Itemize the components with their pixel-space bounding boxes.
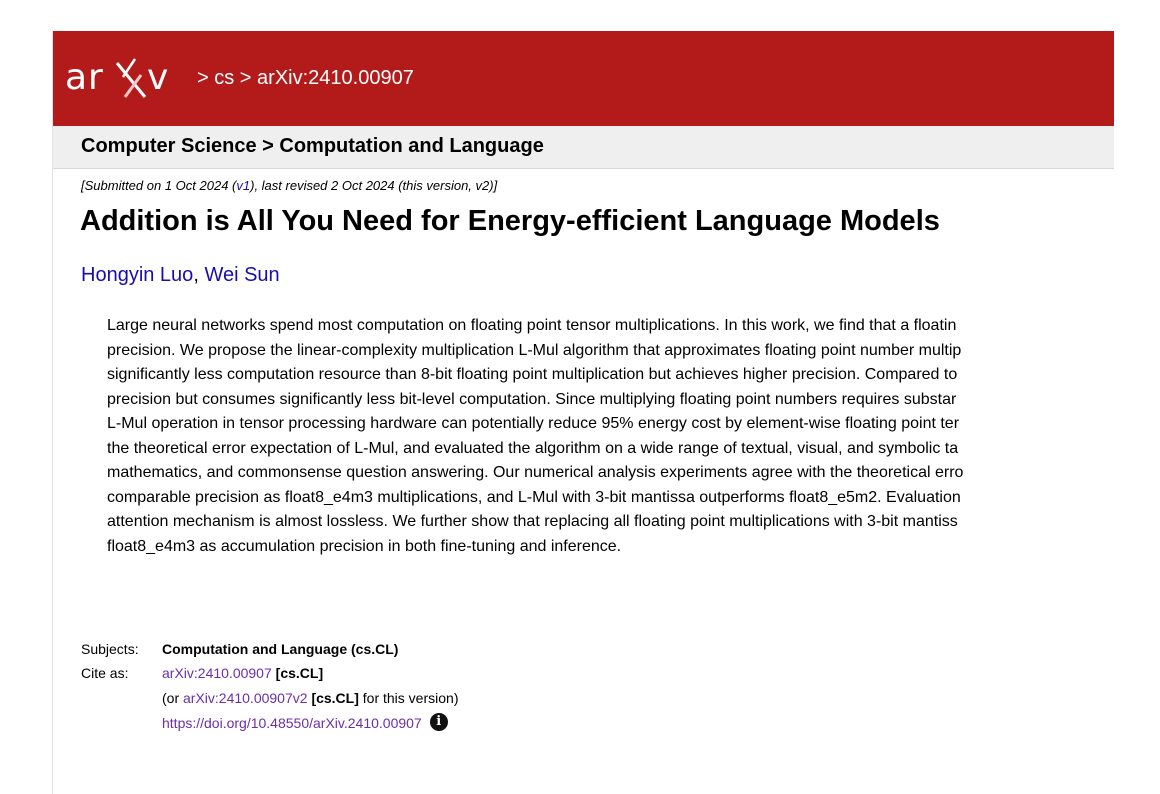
breadcrumb-sep: > — [197, 67, 215, 89]
svg-text:ar: ar — [65, 57, 104, 98]
abstract-line: mathematics, and commonsense question answering. Our numerical analysis experiments agree with the theoretical erro — [107, 464, 964, 481]
cite-arxiv-link[interactable]: arXiv:2410.00907 — [162, 665, 272, 681]
abstract-line: precision but consumes significantly less bit-level computation. Since multiplying floating point numbers requires substar — [107, 390, 957, 408]
breadcrumb — [197, 67, 414, 90]
doi-link[interactable]: https://doi.org/10.48550/arXiv.2410.00907 — [162, 715, 422, 731]
dateline-suffix: ), last revised 2 Oct 2024 (this version, v2)] — [250, 178, 498, 193]
version-v1-link[interactable]: v1 — [236, 178, 251, 193]
cite-category: [cs.CL] — [275, 665, 324, 681]
breadcrumb-paper-id: arXiv:2410.00907 — [257, 67, 414, 89]
abstract-line: L-Mul operation in tensor processing hardware can potentially reduce 95% energy cost by element-wise floating point ter — [107, 415, 960, 432]
subjects-label: Subjects: — [81, 641, 139, 657]
abstract-line: the theoretical error expectation of L-Mul, and evaluated the algorithm on a wide range of textual, visual, and symbolic ta — [107, 439, 959, 457]
abstract-line: float8_e4m3 as accumulation precision in both fine-tuning and inference. — [107, 537, 622, 555]
cite-v2-link[interactable]: arXiv:2410.00907v2 — [183, 690, 308, 706]
or-suffix: for this version) — [358, 690, 459, 706]
abstract-line: Large neural networks spend most computation on floating point tensor multiplications. In this work, we find that a floatin — [107, 317, 957, 334]
arxiv-logo[interactable] — [65, 49, 195, 105]
abstract-line: significantly less computation resource than 8-bit floating point multiplication but achieves higher precision. Compared to — [107, 366, 958, 383]
breadcrumb-sep: > — [234, 67, 258, 89]
cite-version-value — [162, 690, 458, 706]
dateline-prefix: [Submitted on 1 Oct 2024 ( — [81, 178, 237, 193]
abstract — [107, 314, 1114, 604]
paper-title: Addition is All You Need for Energy-efficient Language Models — [80, 205, 940, 237]
cite-v2-category: [cs.CL] — [311, 690, 359, 706]
author-link[interactable]: Wei Sun — [204, 264, 280, 286]
cite-label: Cite as: — [81, 665, 129, 681]
site-header — [53, 31, 1114, 126]
cite-value — [162, 665, 323, 681]
submission-dateline — [81, 178, 497, 193]
author-link[interactable]: Hongyin Luo — [81, 264, 194, 286]
abstract-line: precision. We propose the linear-complexity multiplication L-Mul algorithm that approximates floating point number multip — [107, 341, 962, 359]
author-separator: , — [193, 264, 205, 286]
or-prefix: (or — [162, 690, 183, 706]
subject-heading: Computer Science > Computation and Language — [81, 135, 544, 157]
doi-value — [162, 715, 448, 733]
breadcrumb-cs[interactable]: cs — [214, 67, 235, 89]
abstract-line: attention mechanism is almost lossless. We further show that replacing all floating point multiplications with 3-bit mantiss — [107, 513, 958, 530]
abstract-line: comparable precision as float8_e4m3 multiplications, and L-Mul with 3-bit mantissa outperforms float8_e5m2. Evaluation — [107, 488, 961, 506]
subject-bar — [53, 126, 1114, 169]
author-list — [81, 264, 280, 287]
svg-text:v: v — [147, 57, 169, 98]
subjects-value: Computation and Language (cs.CL) — [162, 641, 399, 657]
info-icon[interactable]: i — [430, 713, 448, 731]
